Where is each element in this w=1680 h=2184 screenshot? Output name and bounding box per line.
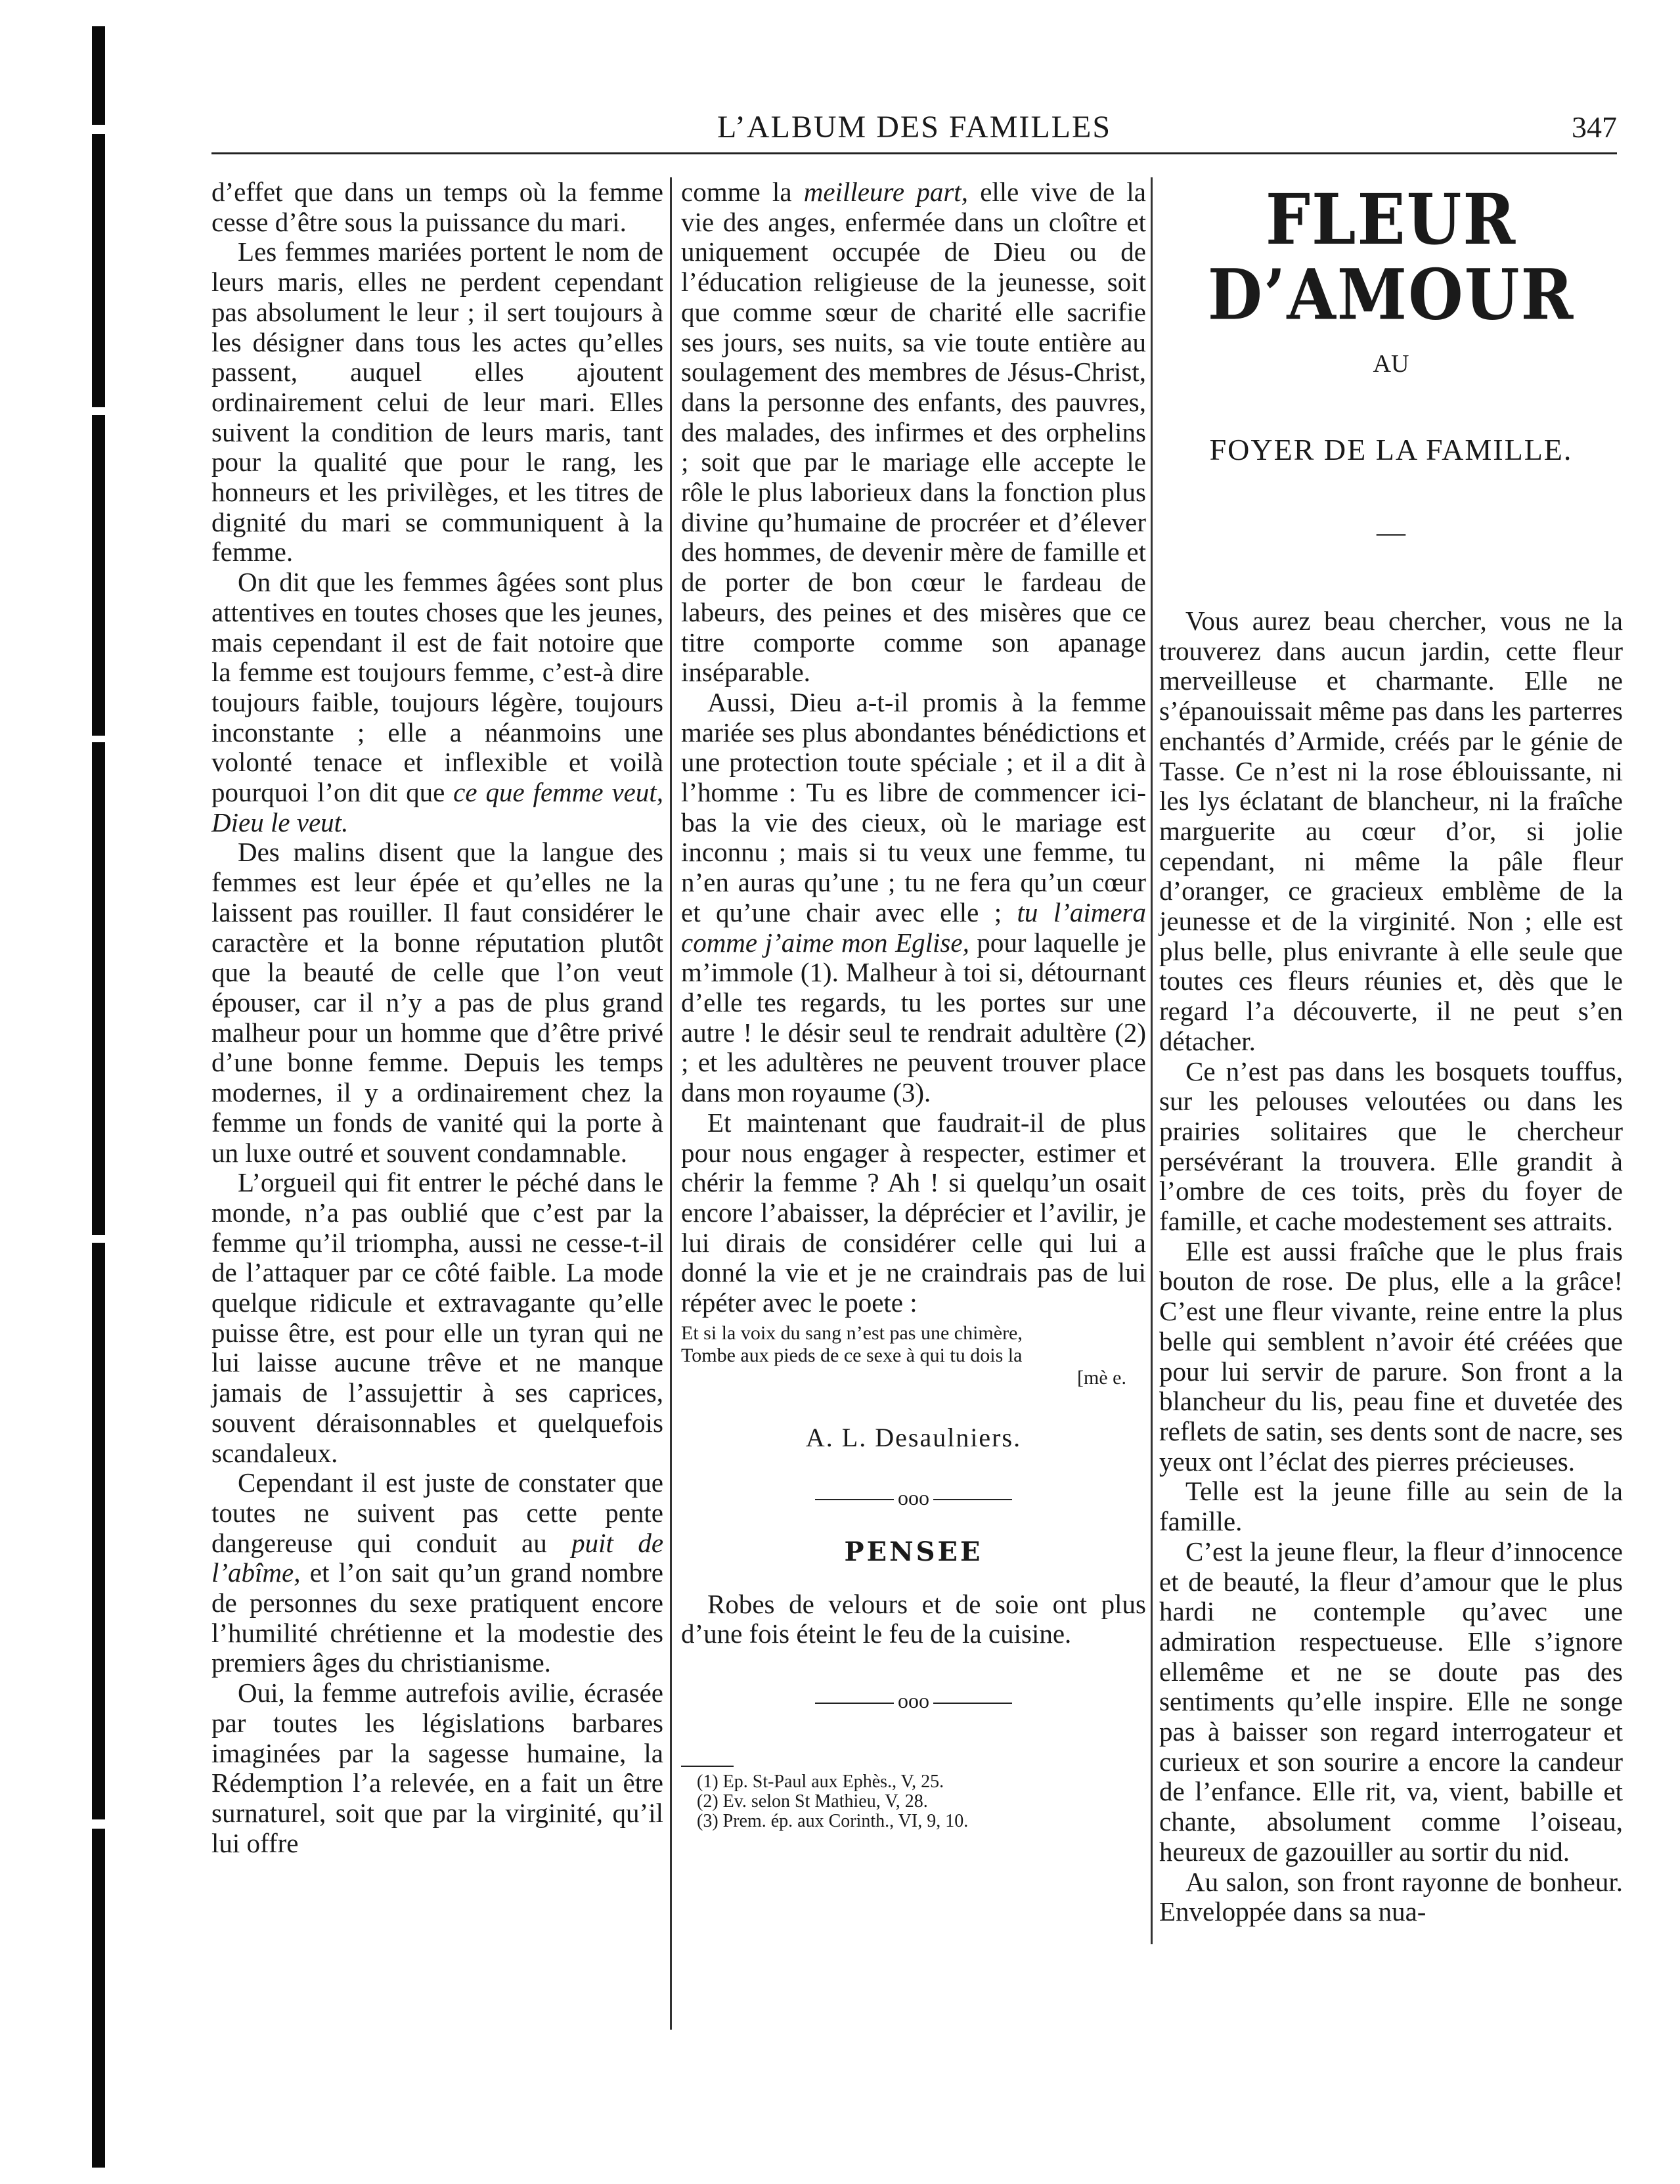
- paragraph: [681, 688, 1146, 1108]
- binding-gap: [92, 407, 105, 415]
- paragraph: [681, 177, 1146, 688]
- author-signature: A. L. Desaulniers.: [805, 1422, 1022, 1452]
- verse-line: Et si la voix du sang n’est pas une chimère,: [681, 1322, 1023, 1344]
- column-rule: [670, 177, 672, 2030]
- paragraph: [211, 568, 663, 837]
- footnote-rule: [681, 1766, 734, 1767]
- paragraph: Ce n’est pas dans les bosquets touffus, sur les pelouses veloutées ou dans les prairies solitaires que le chercheur persévérant la trouvera. Elle grandit à l’ombre de ces toits, près du foyer de famille, et cache modestement ses attraits.: [1159, 1056, 1623, 1237]
- running-title: L’ALBUM DES FAMILLES: [717, 110, 1112, 145]
- separator-mark: ooo: [898, 1485, 929, 1509]
- binding-gap: [92, 1819, 105, 1829]
- paragraph: Robes de velours et de soie ont plus d’une fois éteint le feu de la cuisine.: [681, 1588, 1146, 1649]
- italic-quote: ce que femme veut, Dieu le veut.: [211, 777, 663, 837]
- paragraph-text: Aussi, Dieu a-t-il promis à la femme mariée ses plus abondantes bénédictions et une protection toute spéciale ; et il a dit à l’homme : Tu es libre de commencer ici-bas la vie des cieux, où le mariage est inconnu ; mais si tu veux une femme, tu n’en auras qu’une ; tu ne fera qu’un cœur et qu’une chair avec elle ;: [681, 686, 1146, 927]
- paragraph: Des malins disent que la langue des femmes est leur épée et qu’elles ne la laissent pas rouiller. Il faut considérer le caractère et la bonne réputation plutôt que la beauté de celle que l’on veut épouser, car il n’y a pas de plus grand malheur pour un homme que d’être privé d’une bonne femme. Depuis les temps modernes, il y a ordinairement chez la femme un fonds de vanité qui la porte à un luxe outré et souvent condamnable.: [211, 837, 663, 1168]
- section-title: PENSEE: [844, 1536, 983, 1567]
- header-rule: [211, 152, 1617, 154]
- footnote: (3) Prem. ép. aux Corinth., VI, 9, 10.: [697, 1811, 969, 1832]
- italic-phrase: meilleure part,: [803, 177, 968, 207]
- paragraph: Les femmes mariées portent le nom de leurs maris, elles ne perdent cependant pas absolument le leur ; il sert toujours à les désigner dans tous les actes qu’elles passent, auquel elles ajoutent ordinairement celui de leur mari. Elles suivent la condition de leurs maris, tant pour la qualité que pour le rang, les honneurs et les privilèges, et les titres de dignité du mari se communiquent à la femme.: [211, 236, 663, 568]
- section-separator: [681, 1486, 1146, 1510]
- paragraph-text: et l’on sait qu’un grand nombre de personnes du sexe pratiquent encore l’humilité chrétienne et la modestie des premiers âges du christianisme.: [211, 1557, 663, 1678]
- article-subtitle-small: AU: [1373, 350, 1409, 378]
- paragraph-text: On dit que les femmes âgées sont plus attentives en toutes choses que les jeunes, mais cependant il est de fait notoire que la femme est toujours femme, c’est-à dire toujours faible, toujours légère, toujours inconstante ; elle a néanmoins une volonté tenace et inflexible et voilà pourquoi l’on dit que: [211, 567, 663, 808]
- paragraph: Au salon, son front rayonne de bonheur. Enveloppée dans sa nua-: [1159, 1866, 1623, 1927]
- paragraph: Telle est la jeune fille au sein de la famille.: [1159, 1476, 1623, 1537]
- article-subtitle: FOYER DE LA FAMILLE.: [1209, 433, 1573, 466]
- paragraph-text: elle vive de la vie des anges, enfermée dans un cloître et uniquement occupée de Dieu ou de l’éducation religieuse de la jeunesse, soit que comme sœur de charité elle sacrifie ses jours, ses nuits, sa vie toute entière au soulagement des membres de Jésus-Christ, dans la personne des enfants, des pauvres, des malades, des infirmes et des orphelins ; soit que par le mariage elle accepte le rôle le plus laborieux dans la fonction plus divine qu’humaine de procréer et d’élever des hommes, de devenir mère de famille et de porter de bon cœur le fardeau de labeurs, des peines et des misères que ce titre comporte comme son apanage inséparable.: [681, 177, 1146, 688]
- column-rule: [1151, 177, 1153, 1944]
- column-right: [1159, 177, 1623, 1927]
- paragraph: Elle est aussi fraîche que le plus frais bouton de rose. De plus, elle a la grâce! C’est une fleur vivante, reine entre la plus belle qui semblent n’avoir été créées que pour lui servir de parure. Son front a la blancheur du lis, peau fine et duvetée des reflets de satin, ses dents sont de nacre, ses yeux ont l’éclat des pierres précieuses.: [1159, 1236, 1623, 1477]
- column-middle: [681, 177, 1146, 1831]
- verse-line: Tombe aux pieds de ce sexe à qui tu dois la: [681, 1344, 1023, 1366]
- binding-gap: [92, 736, 105, 742]
- verse-line: [mè e.: [1077, 1366, 1126, 1389]
- page-number: 347: [1572, 110, 1617, 144]
- column-left: [211, 177, 663, 1858]
- article-title: FLEUR D’AMOUR: [1207, 179, 1575, 336]
- page-header: [211, 107, 1617, 150]
- italic-phrase: tu l’aimera comme j’aime mon Eglise,: [681, 897, 1147, 958]
- footnote: (1) Ep. St-Paul aux Ephès., V, 25.: [697, 1772, 944, 1793]
- paragraph: d’effet que dans un temps où la femme cesse d’être sous la puissance du mari.: [211, 177, 663, 237]
- verse-quote: [681, 1322, 1146, 1389]
- paragraph-text: Cependant il est juste de constater que toutes ne suivent pas cette pente dangereuse qui conduit au: [211, 1467, 663, 1558]
- paragraph: [211, 1468, 663, 1678]
- paragraph: L’orgueil qui fit entrer le péché dans le monde, n’a pas oublié que c’est par la femme qu’il triompha, aussi ne cesse-t-il de l’attaquer par ce côté faible. La mode quelque ridicule et extravagante qu’elle puisse être, est pour elle un tyran qui ne lui laisse aucune trêve et ne manque jamais de l’assujettir à ses caprices, souvent déraisonnables et quelquefois scandaleux.: [211, 1167, 663, 1468]
- section-separator: [681, 1689, 1146, 1713]
- paragraph: Oui, la femme autrefois avilie, écrasée par toutes les législations barbares imaginées par la sagesse humaine, la Rédemption l’a relevée, en a fait un être surnaturel, soit que par la virginité, qu’il lui offre: [211, 1678, 663, 1858]
- binding-gap: [92, 1235, 105, 1243]
- separator-mark: ooo: [898, 1689, 929, 1713]
- paragraph: Et maintenant que faudrait-il de plus pour nous engager à respecter, estimer et chérir la femme ? Ah ! si quelqu’un osait encore l’abaisser, la déprécier et l’avilir, je lui dirais de considérer celle qui lui a donné la vie et je ne craindrais pas de lui répéter avec le poete :: [681, 1107, 1146, 1318]
- paragraph: Vous aurez beau chercher, vous ne la trouverez dans aucun jardin, cette fleur merveilleuse et charmante. Elle ne s’épanouissait même pas dans les parterres enchantés d’Armide, créés par le génie de Tasse. Ce n’est ni la rose éblouissante, ni les lys éclatant de blancheur, ni la fraîche marguerite au cœur d’or, si jolie cependant, ni même la pâle fleur d’oranger, ce gracieux emblème de la jeunesse et de la virginité. Non ; elle est plus belle, plus enivrante à elle seule que toutes ces fleurs réunies et, dès que le regard l’a découverte, il ne peut s’en détacher.: [1159, 606, 1623, 1056]
- footnotes: [681, 1766, 1146, 1831]
- paragraph: C’est la jeune fleur, la fleur d’innocence et de beauté, la fleur d’amour que le plus hardi ne contemple qu’avec une admiration respectueuse. Elle s’ignore ellemême et ne se doute pas des sentiments qu’elle inspire. Elle ne songe pas à baisser son regard interrogateur et curieux et son sourire a encore la candeur de l’enfance. Elle rit, va, vient, babille et chante, absolument comme l’oiseau, heureux de gazouiller au sortir du nid.: [1159, 1536, 1623, 1867]
- paragraph-text: comme la: [681, 177, 792, 207]
- footnote: (2) Ev. selon St Mathieu, V, 28.: [697, 1791, 928, 1812]
- italic-phrase: puit de l’abîme,: [211, 1527, 664, 1588]
- binding-gap: [92, 125, 105, 134]
- paragraph-text: pour laquelle je m’immole (1). Malheur à toi si, détournant d’elle tes regards, tu les portes sur une autre ! le désir seul te rendrait adultère (2) ; et les adultères ne peuvent trouver place dans mon royaume (3).: [681, 927, 1146, 1108]
- title-dash: —: [1377, 516, 1405, 548]
- binding-edge: [92, 26, 105, 2168]
